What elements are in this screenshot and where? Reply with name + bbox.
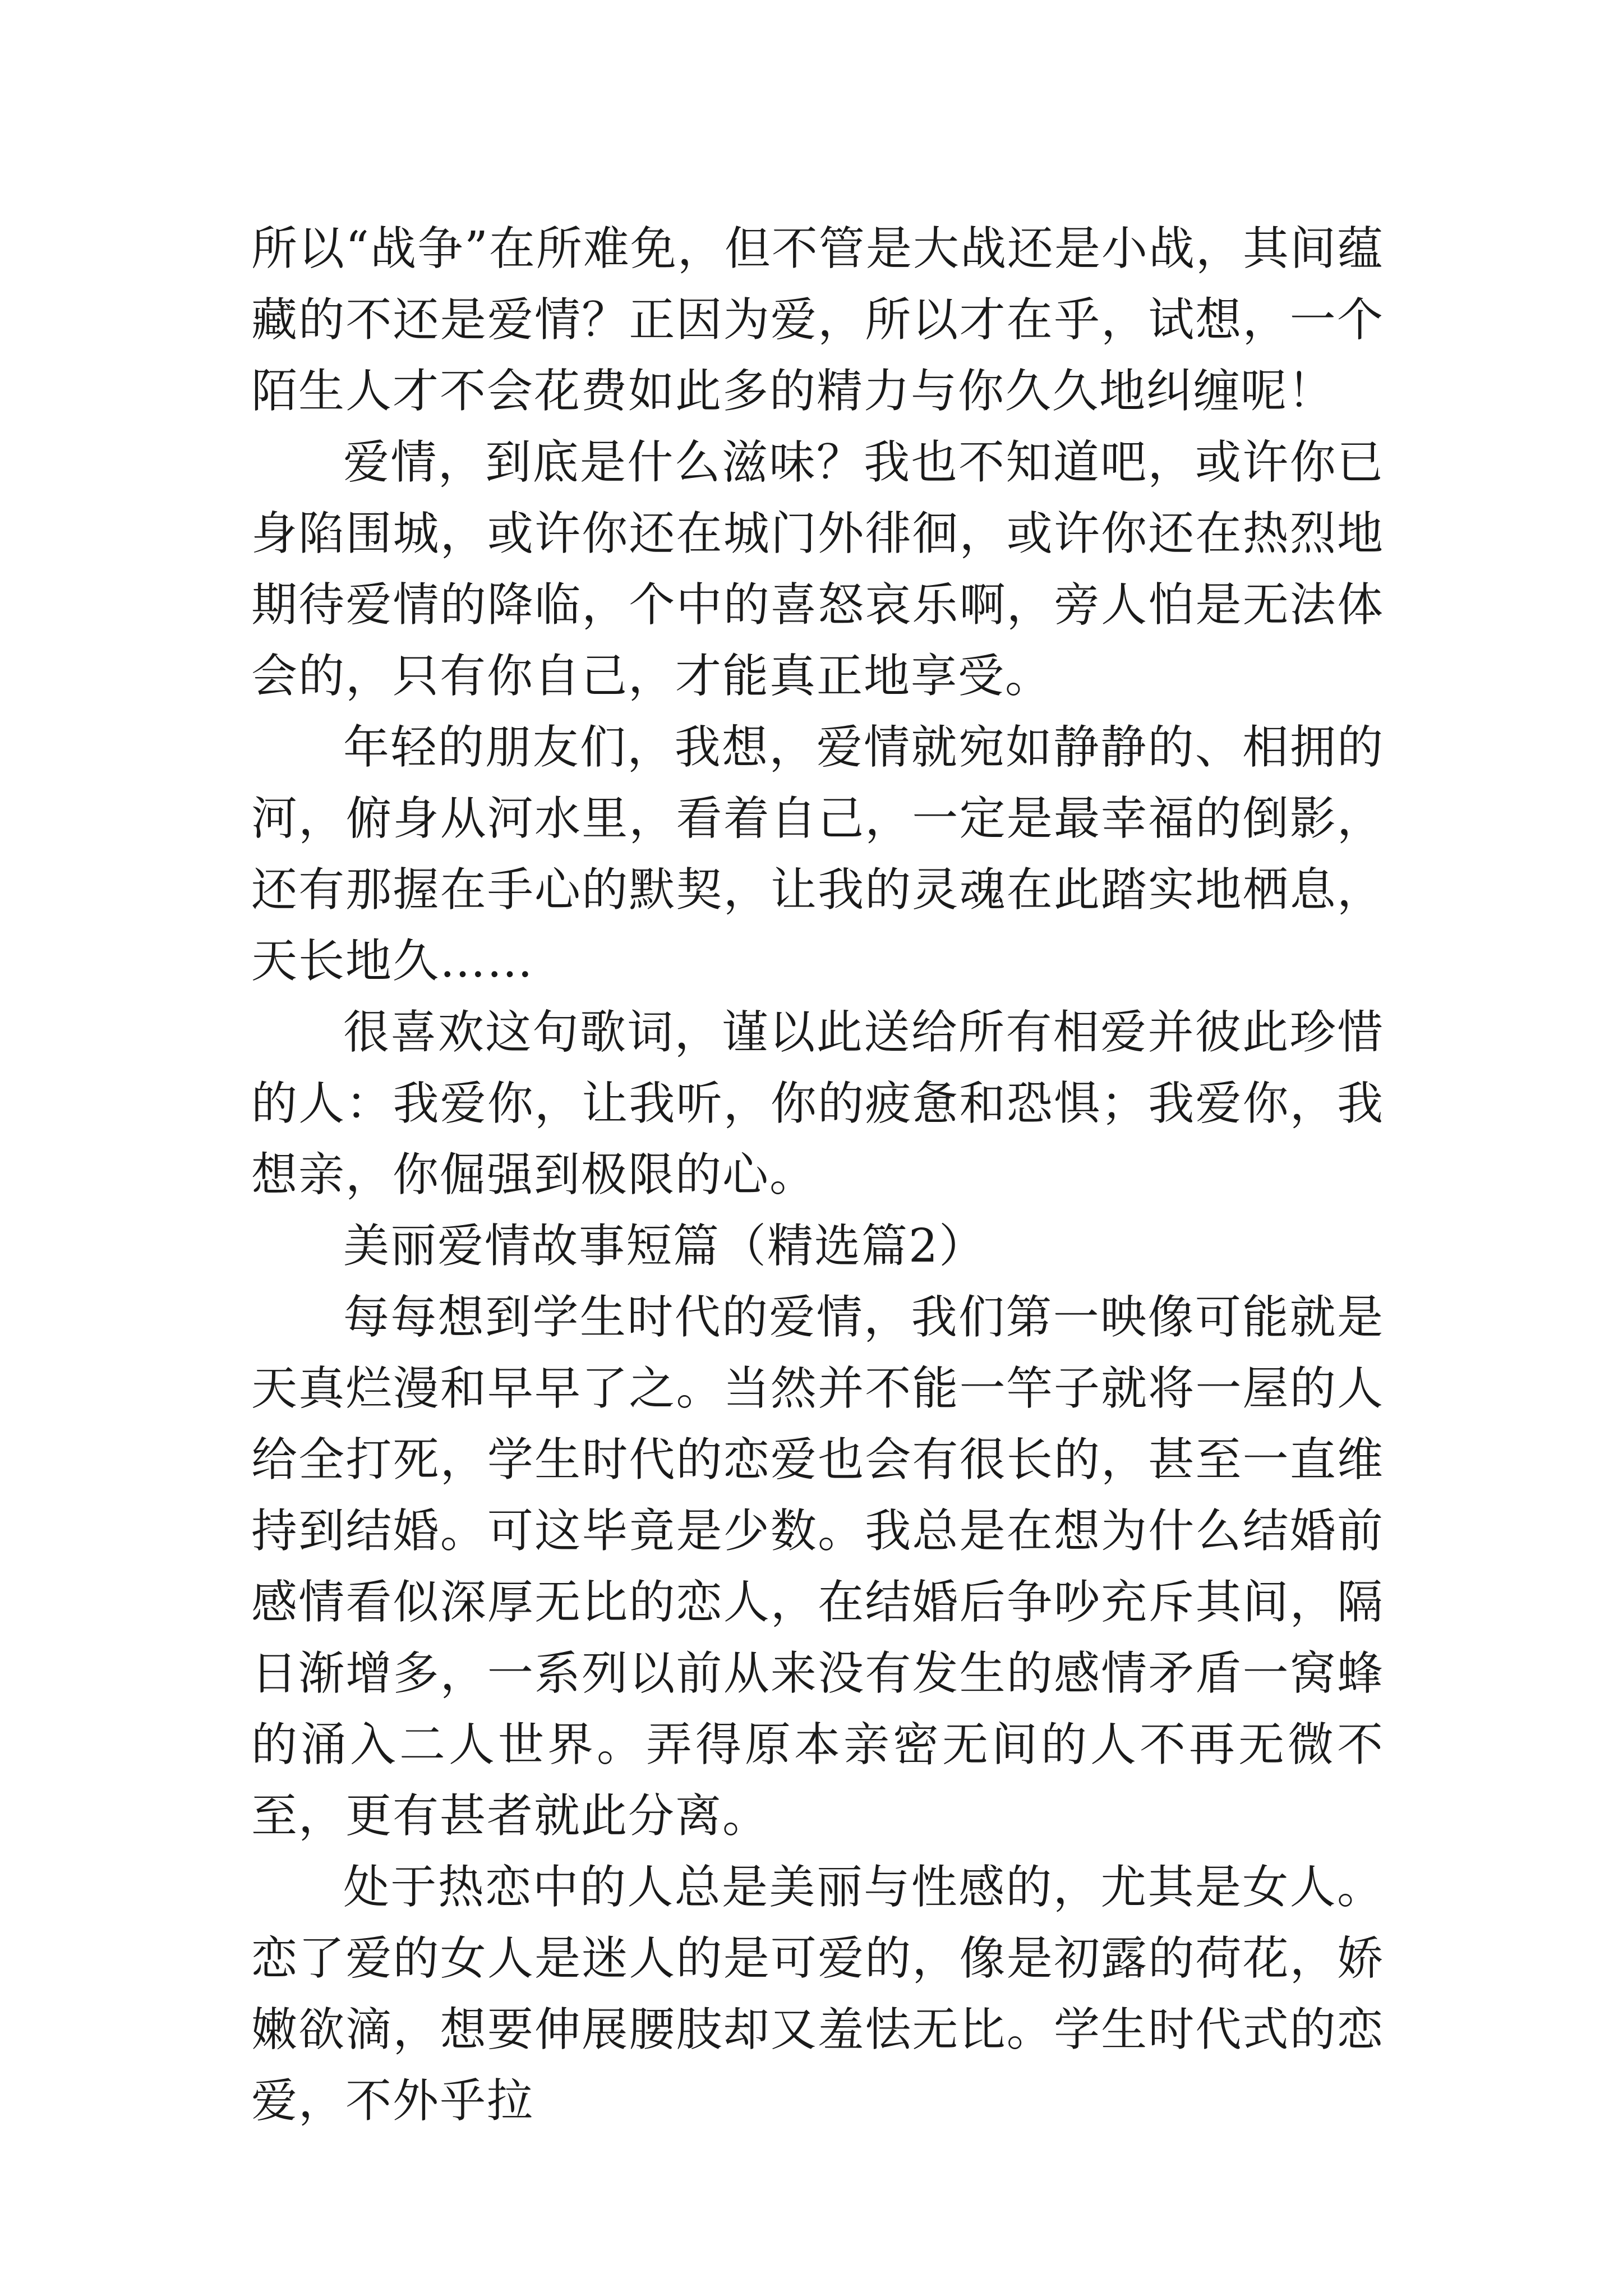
- document-body: [251, 213, 1384, 2137]
- paragraph: 所以“战争”在所难免，但不管是大战还是小战，其间蕴藏的不还是爱情？正因为爱，所以才在乎，试想，一个陌生人才不会花费如此多的精力与你久久地纠缠呢！: [251, 222, 1384, 418]
- paragraph: 年轻的朋友们，我想，爱情就宛如静静的、相拥的河，俯身从河水里，看着自己，一定是最幸福的倒影，还有那握在手心的默契，让我的灵魂在此踏实地栖息，天长地久……: [251, 721, 1384, 988]
- paragraph: 爱情，到底是什么滋味？我也不知道吧，或许你已身陷围城，或许你还在城门外徘徊，或许你还在热烈地期待爱情的降临，个中的喜怒哀乐啊，旁人怕是无法体会的，只有你自己，才能真正地享受。: [251, 436, 1384, 703]
- paragraph: 处于热恋中的人总是美丽与性感的，尤其是女人。恋了爱的女人是迷人的是可爱的，像是初露的荷花，娇嫩欲滴，想要伸展腰肢却又羞怯无比。学生时代式的恋爱，不外乎拉: [251, 1861, 1384, 2128]
- paragraph: 每每想到学生时代的爱情，我们第一映像可能就是天真烂漫和早早了之。当然并不能一竿子就将一屋的人给全打死，学生时代的恋爱也会有很长的，甚至一直维持到结婚。可这毕竟是少数。我总是在想为什么结婚前感情看似深厚无比的恋人，在结婚后争吵充斥其间，隔日渐增多，一系列以前从来没有发生的感情矛盾一窝蜂的涌入二人世界。弄得原本亲密无间的人不再无微不至，更有甚者就此分离。: [251, 1291, 1384, 1843]
- section-heading: 美丽爱情故事短篇（精选篇2）: [343, 1220, 986, 1273]
- paragraph: 很喜欢这句歌词，谨以此送给所有相爱并彼此珍惜的人：我爱你，让我听，你的疲惫和恐惧；我爱你，我想亲，你倔强到极限的心。: [251, 1006, 1384, 1202]
